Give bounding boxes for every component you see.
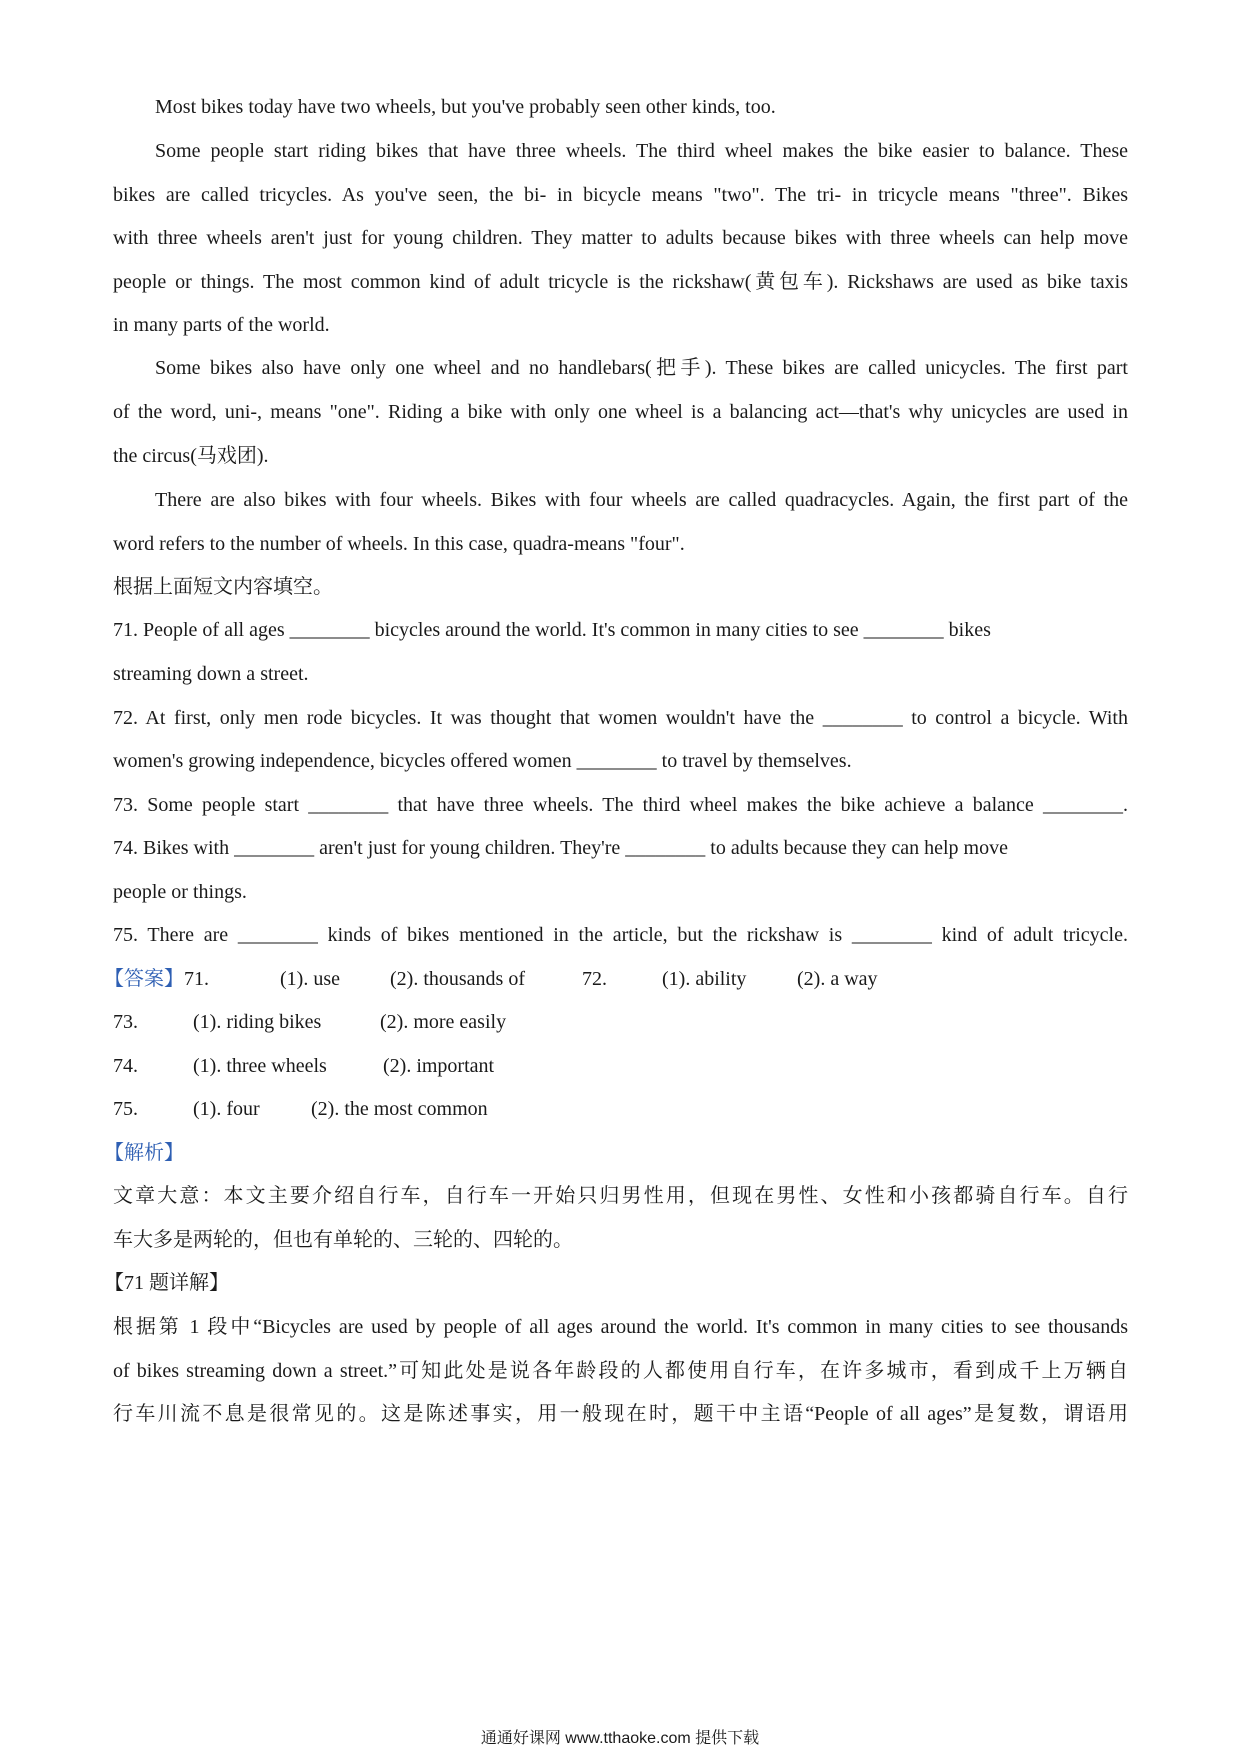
passage-line: There are also bikes with four wheels. Bikes with four wheels are called quadracycles. Again, the first part of the [155, 489, 1128, 511]
answer-row [113, 1052, 1128, 1080]
analysis-detail: 根据第 1 段中“Bicycles are used by people of all ages around the world. It's common in many cities to see thousands [113, 1316, 1128, 1338]
question-71: 71. People of all ages ________ bicycles around the world. It's common in many cities to see ________ bikes [113, 619, 991, 641]
analysis-summary: 文章大意：本文主要介绍自行车，自行车一开始只归男性用，但现在男性、女性和小孩都骑自行车。自行 [113, 1185, 1128, 1207]
answer-item: (2). more easily [380, 1011, 507, 1033]
answer-number: 74. [113, 1055, 138, 1077]
passage-line: the circus(马戏团). [113, 445, 269, 467]
passage-line: Some bikes also have only one wheel and no handlebars(把手). These bikes are called unicycles. The first part [155, 357, 1128, 379]
answer-item: (1). riding bikes [193, 1011, 322, 1033]
answer-row [104, 965, 1119, 993]
passage-line: people or things. The most common kind of adult tricycle is the rickshaw(黄包车). Rickshaws are used as bike taxis [113, 271, 1128, 293]
answer-item: (2). important [383, 1055, 495, 1077]
question-74: 74. Bikes with ________ aren't just for young children. They're ________ to adults because they can help move [113, 837, 1008, 859]
analysis-label: 【解析】 [104, 1142, 184, 1164]
answer-row [113, 1008, 1128, 1036]
passage-line: in many parts of the world. [113, 314, 330, 336]
question-75: 75. There are ________ kinds of bikes mentioned in the article, but the rickshaw is ________ kind of adult tricycle. [113, 924, 1128, 946]
answer-row [113, 1095, 1128, 1123]
page-footer: 通通好课网 www.tthaoke.com 提供下载 [480, 1730, 760, 1747]
question-73: 73. Some people start ________ that have three wheels. The third wheel makes the bike achieve a balance ________. [113, 794, 1128, 816]
answer-item: (1). ability [662, 968, 747, 990]
answer-item: (1). four [193, 1098, 260, 1120]
question-72: 72. At first, only men rode bicycles. It was thought that women wouldn't have the ________ to control a bicycle. With [113, 707, 1128, 729]
answer-number: 75. [113, 1098, 138, 1120]
answer-item: (2). a way [797, 968, 878, 990]
answer-item: (2). thousands of [390, 968, 525, 990]
answer-item: (1). use [280, 968, 340, 990]
passage-line: of the word, uni-, means "one". Riding a bike with only one wheel is a balancing act—that's why unicycles are used in [113, 401, 1128, 423]
question-line: streaming down a street. [113, 663, 309, 685]
analysis-detail: of bikes streaming down a street.”可知此处是说各年龄段的人都使用自行车，在许多城市，看到成千上万辆自 [113, 1360, 1128, 1382]
answer-number: 72. [582, 968, 607, 990]
detail-label: 【71 题详解】 [104, 1272, 229, 1294]
instruction: 根据上面短文内容填空。 [113, 576, 333, 598]
passage-line: word refers to the number of wheels. In this case, quadra-means "four". [113, 533, 685, 555]
passage-line: Some people start riding bikes that have three wheels. The third wheel makes the bike easier to balance. These [155, 140, 1128, 162]
answer-number: 71. [184, 968, 209, 990]
question-line: people or things. [113, 881, 247, 903]
passage-paragraph-1: Most bikes today have two wheels, but you've probably seen other kinds, too. [155, 96, 776, 118]
passage-line: bikes are called tricycles. As you've seen, the bi- in bicycle means "two". The tri- in tricycle means "three". Bikes [113, 184, 1128, 206]
passage-line: with three wheels aren't just for young children. They matter to adults because bikes with three wheels can help move [113, 227, 1128, 249]
analysis-detail: 行车川流不息是很常见的。这是陈述事实，用一般现在时，题干中主语“People of all ages”是复数，谓语用 [113, 1403, 1128, 1425]
question-line: women's growing independence, bicycles offered women ________ to travel by themselves. [113, 750, 852, 772]
answer-item: (2). the most common [311, 1098, 488, 1120]
analysis-summary: 车大多是两轮的，但也有单轮的、三轮的、四轮的。 [113, 1229, 573, 1251]
answer-number: 73. [113, 1011, 138, 1033]
answer-label: 【答案】 [104, 968, 184, 990]
answer-item: (1). three wheels [193, 1055, 327, 1077]
